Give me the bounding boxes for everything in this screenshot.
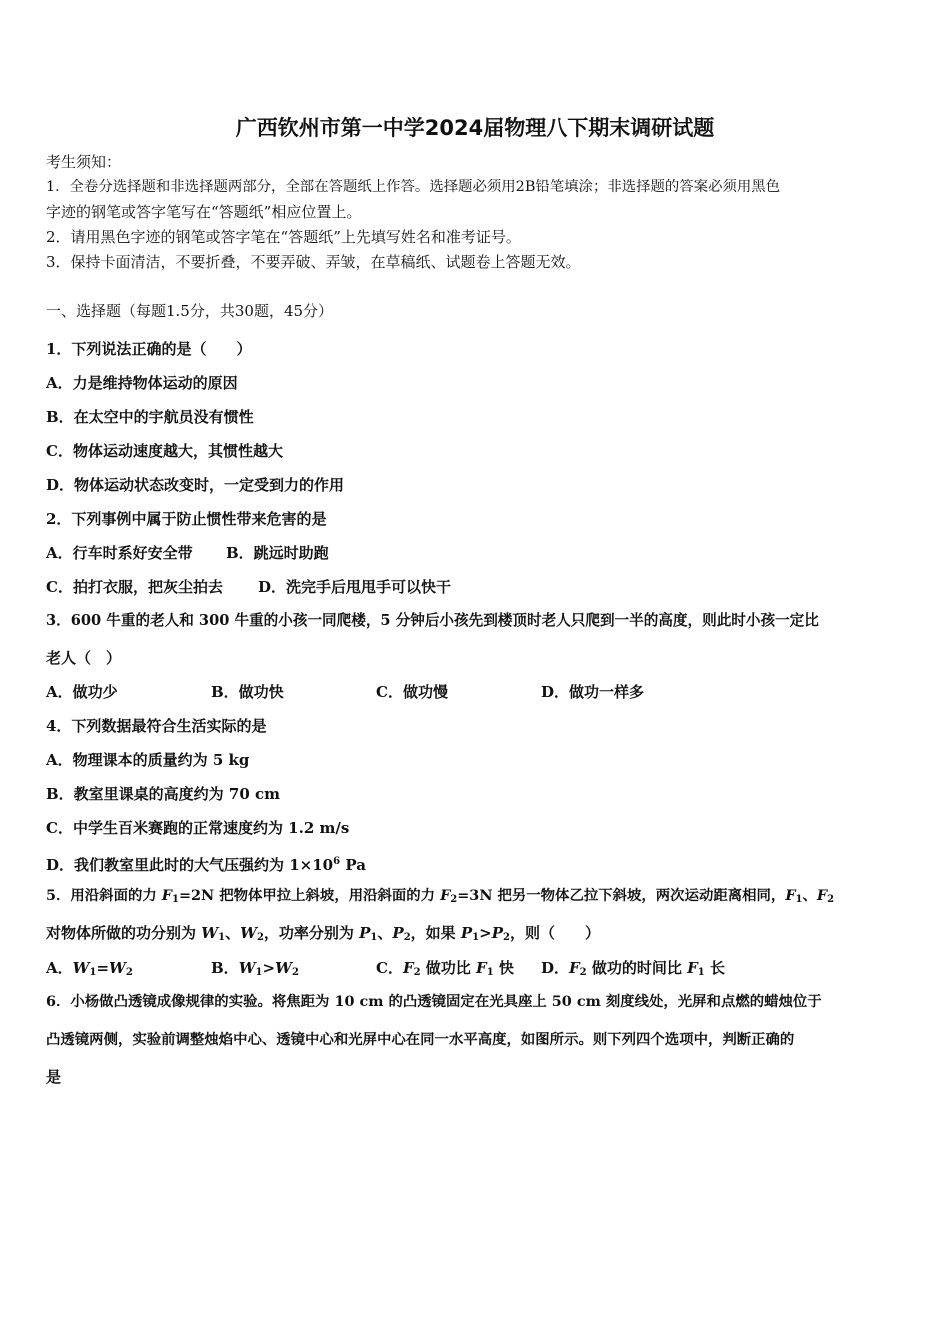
question-6-stem-cont: 凸透镜两侧，实验前调整烛焰中心、透镜中心和光屏中心在同一水平高度，如图所示。则下列四个选项中，判断正确的 xyxy=(46,1031,795,1048)
question-1-option-d: D．物体运动状态改变时，一定受到力的作用 xyxy=(46,476,345,494)
question-5-option-b: B．$W_1>W_2$ xyxy=(211,959,299,978)
question-5-option-c: C．$F_2$ 做功比 $F_1$ 快 xyxy=(376,959,514,978)
question-3-stem-cont: 老人（ ） xyxy=(46,649,122,667)
notice-item-3: 3．保持卡面清洁，不要折叠，不要弄破、弄皱，在草稿纸、试题卷上答题无效。 xyxy=(46,253,581,271)
question-1-option-c: C．物体运动速度越大，其惯性越大 xyxy=(46,442,283,460)
question-3-option-c: C．做功慢 xyxy=(376,683,448,701)
notice-item-1: 1．全卷分选择题和非选择题两部分，全部在答题纸上作答。选择题必须用2B铅笔填涂；非选择题的答案必须用黑色 xyxy=(46,179,781,195)
question-5-stem-cont: 对物体所做的功分别为 $W_1$、$W_2$，功率分别为 $P_1$、$P_2$，如果 $P_1>P_2$，则（ ） xyxy=(46,924,600,943)
question-2-option-a: A．行车时系好安全带 xyxy=(46,544,193,562)
section-heading: 一、选择题（每题1.5分，共30题，45分） xyxy=(46,302,334,320)
notice-heading: 考生须知： xyxy=(46,153,122,171)
question-4-option-c: C．中学生百米赛跑的正常速度约为 1.2 m/s xyxy=(46,819,350,837)
question-1-stem: 1．下列说法正确的是（ ） xyxy=(46,340,252,358)
question-3-option-d: D．做功一样多 xyxy=(541,683,645,701)
question-6-stem-end: 是 xyxy=(46,1068,62,1086)
question-2-stem: 2．下列事例中属于防止惯性带来危害的是 xyxy=(46,510,327,528)
question-6-stem: 6．小杨做凸透镜成像规律的实验。将焦距为 10 cm 的凸透镜固定在光具座上 50 cm 刻度线处，光屏和点燃的蜡烛位于 xyxy=(46,993,822,1010)
question-2-option-b: B．跳远时助跑 xyxy=(226,544,329,562)
question-5-option-a: A．$W_1=W_2$ xyxy=(46,959,133,978)
notice-item-2: 2．请用黑色字迹的钢笔或答字笔在“答题纸”上先填写姓名和准考证号。 xyxy=(46,228,521,246)
question-2-option-d: D．洗完手后甩甩手可以快干 xyxy=(258,578,452,596)
question-4-option-d: D．我们教室里此时的大气压强约为 $1\times 10^6$ Pa xyxy=(46,856,366,874)
question-4-option-b: B．教室里课桌的高度约为 70 cm xyxy=(46,785,281,803)
notice-item-1-cont: 字迹的钢笔或答字笔写在“答题纸”相应位置上。 xyxy=(46,203,362,221)
question-3-option-b: B．做功快 xyxy=(211,683,284,701)
question-1-option-a: A．力是维持物体运动的原因 xyxy=(46,374,238,392)
question-5-option-d: D．$F_2$ 做功的时间比 $F_1$ 长 xyxy=(541,959,725,978)
question-2-option-c: C．拍打衣服，把灰尘拍去 xyxy=(46,578,223,596)
page-title: 广西钦州市第一中学2024届物理八下期末调研试题 xyxy=(235,116,715,140)
question-3-option-a: A．做功少 xyxy=(46,683,118,701)
question-3-stem: 3．600 牛重的老人和 300 牛重的小孩一同爬楼，5 分钟后小孩先到楼顶时老人只爬到一半的高度，则此时小孩一定比 xyxy=(46,612,819,629)
question-4-stem: 4．下列数据最符合生活实际的是 xyxy=(46,717,267,735)
question-5-stem: 5．用沿斜面的力 $F_1=2N$ 把物体甲拉上斜坡，用沿斜面的力 $F_2=3N$ 把另一物体乙拉下斜坡，两次运动距离相同，$F_1$、$F_2$ xyxy=(46,887,835,905)
question-4-option-a: A．物理课本的质量约为 5 kg xyxy=(46,751,250,769)
question-1-option-b: B．在太空中的宇航员没有惯性 xyxy=(46,408,254,426)
